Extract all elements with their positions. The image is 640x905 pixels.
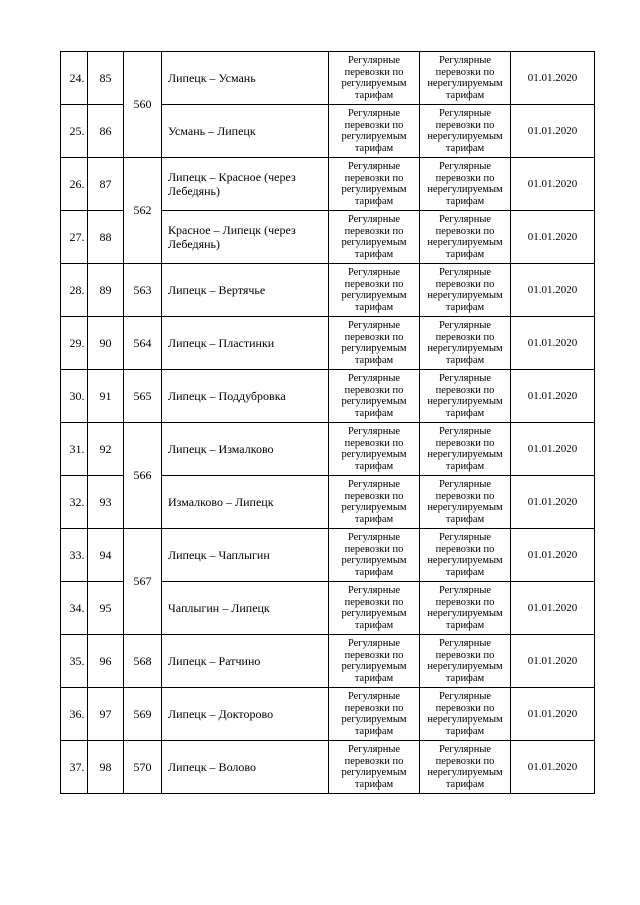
route-number-cell: 563 [124, 264, 162, 317]
tariff-type-cell: Регулярные перевозки по нерегулируемым тарифам [420, 582, 511, 635]
start-date-cell: 01.01.2020 [511, 264, 595, 317]
row-number-cell: 34. [61, 582, 88, 635]
registry-number-cell: 86 [88, 105, 124, 158]
registry-number-cell: 93 [88, 476, 124, 529]
route-number-cell: 566 [124, 423, 162, 529]
tariff-type-cell: Регулярные перевозки по нерегулируемым тарифам [420, 317, 511, 370]
table-row [61, 423, 595, 476]
transport-type-cell: Регулярные перевозки по регулируемым тарифам [329, 688, 420, 741]
row-number-cell: 32. [61, 476, 88, 529]
row-number-cell: 37. [61, 741, 88, 794]
transport-type-cell: Регулярные перевозки по регулируемым тарифам [329, 370, 420, 423]
transport-type-cell: Регулярные перевозки по регулируемым тарифам [329, 158, 420, 211]
tariff-type-cell: Регулярные перевозки по нерегулируемым тарифам [420, 741, 511, 794]
table-row [61, 317, 595, 370]
route-name-cell: Липецк – Пластинки [162, 317, 329, 370]
transport-type-cell: Регулярные перевозки по регулируемым тарифам [329, 476, 420, 529]
transport-type-cell: Регулярные перевозки по регулируемым тарифам [329, 317, 420, 370]
tariff-type-cell: Регулярные перевозки по нерегулируемым тарифам [420, 105, 511, 158]
row-number-cell: 33. [61, 529, 88, 582]
row-number-cell: 31. [61, 423, 88, 476]
route-name-cell: Усмань – Липецк [162, 105, 329, 158]
tariff-type-cell: Регулярные перевозки по нерегулируемым тарифам [420, 158, 511, 211]
transport-type-cell: Регулярные перевозки по регулируемым тарифам [329, 582, 420, 635]
registry-number-cell: 94 [88, 529, 124, 582]
tariff-type-cell: Регулярные перевозки по нерегулируемым тарифам [420, 370, 511, 423]
start-date-cell: 01.01.2020 [511, 582, 595, 635]
tariff-type-cell: Регулярные перевозки по нерегулируемым тарифам [420, 529, 511, 582]
start-date-cell: 01.01.2020 [511, 105, 595, 158]
registry-number-cell: 91 [88, 370, 124, 423]
tariff-type-cell: Регулярные перевозки по нерегулируемым тарифам [420, 211, 511, 264]
start-date-cell: 01.01.2020 [511, 476, 595, 529]
table-row [61, 529, 595, 582]
transport-type-cell: Регулярные перевозки по регулируемым тарифам [329, 741, 420, 794]
start-date-cell: 01.01.2020 [511, 423, 595, 476]
registry-number-cell: 90 [88, 317, 124, 370]
row-number-cell: 35. [61, 635, 88, 688]
registry-number-cell: 85 [88, 52, 124, 105]
transport-type-cell: Регулярные перевозки по регулируемым тарифам [329, 211, 420, 264]
registry-number-cell: 88 [88, 211, 124, 264]
table-row [61, 264, 595, 317]
registry-number-cell: 97 [88, 688, 124, 741]
start-date-cell: 01.01.2020 [511, 52, 595, 105]
route-number-cell: 565 [124, 370, 162, 423]
row-number-cell: 27. [61, 211, 88, 264]
route-name-cell: Липецк – Волово [162, 741, 329, 794]
tariff-type-cell: Регулярные перевозки по нерегулируемым тарифам [420, 688, 511, 741]
start-date-cell: 01.01.2020 [511, 688, 595, 741]
row-number-cell: 24. [61, 52, 88, 105]
transport-type-cell: Регулярные перевозки по регулируемым тарифам [329, 52, 420, 105]
tariff-type-cell: Регулярные перевозки по нерегулируемым тарифам [420, 476, 511, 529]
transport-type-cell: Регулярные перевозки по регулируемым тарифам [329, 264, 420, 317]
table-row [61, 52, 595, 105]
row-number-cell: 30. [61, 370, 88, 423]
row-number-cell: 36. [61, 688, 88, 741]
route-name-cell: Измалково – Липецк [162, 476, 329, 529]
route-name-cell: Липецк – Красное (через Лебедянь) [162, 158, 329, 211]
route-number-cell: 570 [124, 741, 162, 794]
route-name-cell: Липецк – Чаплыгин [162, 529, 329, 582]
start-date-cell: 01.01.2020 [511, 529, 595, 582]
registry-number-cell: 92 [88, 423, 124, 476]
start-date-cell: 01.01.2020 [511, 317, 595, 370]
tariff-type-cell: Регулярные перевозки по нерегулируемым тарифам [420, 52, 511, 105]
transport-type-cell: Регулярные перевозки по регулируемым тарифам [329, 529, 420, 582]
registry-number-cell: 96 [88, 635, 124, 688]
routes-table-body [61, 52, 595, 794]
route-name-cell: Липецк – Поддубровка [162, 370, 329, 423]
registry-number-cell: 95 [88, 582, 124, 635]
route-name-cell: Чаплыгин – Липецк [162, 582, 329, 635]
transport-type-cell: Регулярные перевозки по регулируемым тарифам [329, 423, 420, 476]
start-date-cell: 01.01.2020 [511, 158, 595, 211]
route-name-cell: Липецк – Измалково [162, 423, 329, 476]
start-date-cell: 01.01.2020 [511, 741, 595, 794]
table-row [61, 370, 595, 423]
route-number-cell: 569 [124, 688, 162, 741]
tariff-type-cell: Регулярные перевозки по нерегулируемым тарифам [420, 635, 511, 688]
routes-table [60, 51, 595, 794]
row-number-cell: 26. [61, 158, 88, 211]
route-number-cell: 568 [124, 635, 162, 688]
table-row [61, 688, 595, 741]
route-name-cell: Липецк – Ратчино [162, 635, 329, 688]
tariff-type-cell: Регулярные перевозки по нерегулируемым тарифам [420, 264, 511, 317]
route-number-cell: 564 [124, 317, 162, 370]
route-name-cell: Красное – Липецк (через Лебедянь) [162, 211, 329, 264]
registry-number-cell: 87 [88, 158, 124, 211]
table-row [61, 741, 595, 794]
table-row [61, 635, 595, 688]
tariff-type-cell: Регулярные перевозки по нерегулируемым тарифам [420, 423, 511, 476]
registry-number-cell: 89 [88, 264, 124, 317]
route-name-cell: Липецк – Докторово [162, 688, 329, 741]
row-number-cell: 29. [61, 317, 88, 370]
route-number-cell: 562 [124, 158, 162, 264]
route-name-cell: Липецк – Усмань [162, 52, 329, 105]
route-name-cell: Липецк – Вертячье [162, 264, 329, 317]
route-number-cell: 560 [124, 52, 162, 158]
route-number-cell: 567 [124, 529, 162, 635]
row-number-cell: 25. [61, 105, 88, 158]
start-date-cell: 01.01.2020 [511, 370, 595, 423]
transport-type-cell: Регулярные перевозки по регулируемым тарифам [329, 635, 420, 688]
start-date-cell: 01.01.2020 [511, 211, 595, 264]
registry-number-cell: 98 [88, 741, 124, 794]
transport-type-cell: Регулярные перевозки по регулируемым тарифам [329, 105, 420, 158]
table-row [61, 158, 595, 211]
start-date-cell: 01.01.2020 [511, 635, 595, 688]
row-number-cell: 28. [61, 264, 88, 317]
